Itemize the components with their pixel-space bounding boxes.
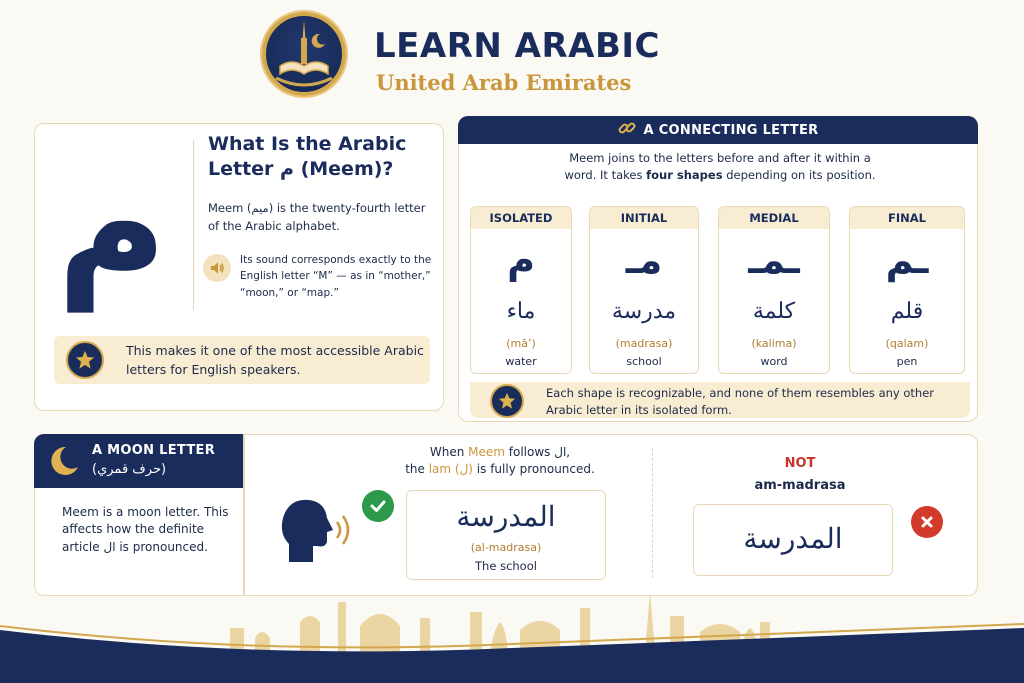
form-transliteration: (qalam) [885, 337, 929, 350]
page-title: LEARN ARABIC [374, 26, 661, 66]
incorrect-pronunciation: am-madrasa [754, 478, 846, 493]
incorrect-example-box [693, 504, 893, 576]
chain-link-icon [618, 119, 636, 141]
sound-description: Its sound corresponds exactly to the English letter “M” — as in “mother,” “moon,” or “map.” [240, 254, 432, 299]
form-glyph: م [507, 238, 535, 282]
connecting-intro [560, 150, 880, 185]
logo-emblem [262, 12, 346, 96]
speaking-head-icon [275, 492, 355, 572]
form-meaning: school [626, 355, 662, 368]
follows-text-c: the [405, 462, 429, 477]
page-subtitle: United Arab Emirates [376, 70, 632, 95]
meem-large-letter: م [57, 138, 167, 312]
follows-lam: lam (ل) [428, 462, 473, 477]
x-icon [911, 506, 943, 538]
what-heading-line2: Letter م (Meem)? [208, 157, 394, 180]
crescent-icon [46, 444, 80, 482]
what-heading [208, 132, 438, 181]
form-label: INITIAL [590, 207, 698, 229]
correct-transliteration: (al-madrasa) [470, 541, 542, 554]
divider [193, 140, 194, 310]
form-meaning: word [760, 355, 788, 368]
moon-title: A MOON LETTER [92, 443, 216, 458]
divider [652, 448, 653, 578]
form-meaning: water [505, 355, 537, 368]
intro-text-a: Meem joins to the letters before and after it within a word. It takes [564, 151, 871, 183]
form-example-word: كلمة [752, 299, 796, 324]
star-icon [490, 384, 524, 418]
what-heading-line1: What Is the Arabic [208, 133, 407, 155]
form-example-word: قلم [890, 299, 924, 324]
what-description: Meem (ميم) is the twenty-fourth letter of the Arabic alphabet. [208, 201, 426, 233]
correct-meaning: The school [475, 559, 537, 573]
form-transliteration: (madrasa) [615, 337, 673, 350]
form-example-word: ماء [506, 299, 536, 324]
incorrect-arabic: المدرسة [743, 522, 843, 555]
speaker-icon [203, 254, 231, 282]
form-card-isolated [470, 206, 572, 374]
moon-description: Meem is a moon letter. This affects how the definite article ال is pronounced. [62, 505, 229, 554]
intro-bold: four shapes [646, 168, 723, 183]
divider [243, 434, 245, 596]
form-glyph: مـ [625, 238, 663, 282]
form-glyph: ـمـ [748, 238, 800, 282]
skyline-decoration [0, 582, 1024, 683]
form-label: ISOLATED [471, 207, 571, 229]
callout-text: This makes it one of the most accessible Arabic letters for English speakers. [126, 343, 424, 377]
form-label: FINAL [850, 207, 964, 229]
not-label: NOT [784, 456, 816, 471]
moon-arabic: (حرف قمري) [92, 462, 167, 477]
follows-text [380, 444, 620, 479]
connecting-title: A CONNECTING LETTER [643, 122, 819, 138]
follows-text-b: follows ال, [504, 445, 571, 459]
follows-text-d: is fully pronounced. [472, 462, 595, 477]
check-icon [362, 490, 394, 522]
form-transliteration: (kalima) [751, 337, 797, 350]
form-label: MEDIAL [719, 207, 829, 229]
connecting-footer-text: Each shape is recognizable, and none of them resembles any other Arabic letter in its isolated form. [546, 386, 935, 418]
form-meaning: pen [896, 355, 918, 368]
correct-example-box [406, 490, 606, 580]
form-card-initial [589, 206, 699, 374]
follows-text-a: When [429, 445, 469, 459]
form-transliteration: (mā’) [506, 337, 536, 350]
intro-text-b: depending on its position. [722, 168, 876, 183]
correct-arabic: المدرسة [456, 500, 556, 533]
follows-meem: Meem [468, 445, 505, 459]
form-card-medial [718, 206, 830, 374]
star-icon [66, 341, 104, 379]
form-glyph: ـم [885, 238, 929, 282]
form-card-final [849, 206, 965, 374]
form-example-word: مدرسة [611, 299, 677, 324]
connecting-banner [458, 116, 978, 144]
